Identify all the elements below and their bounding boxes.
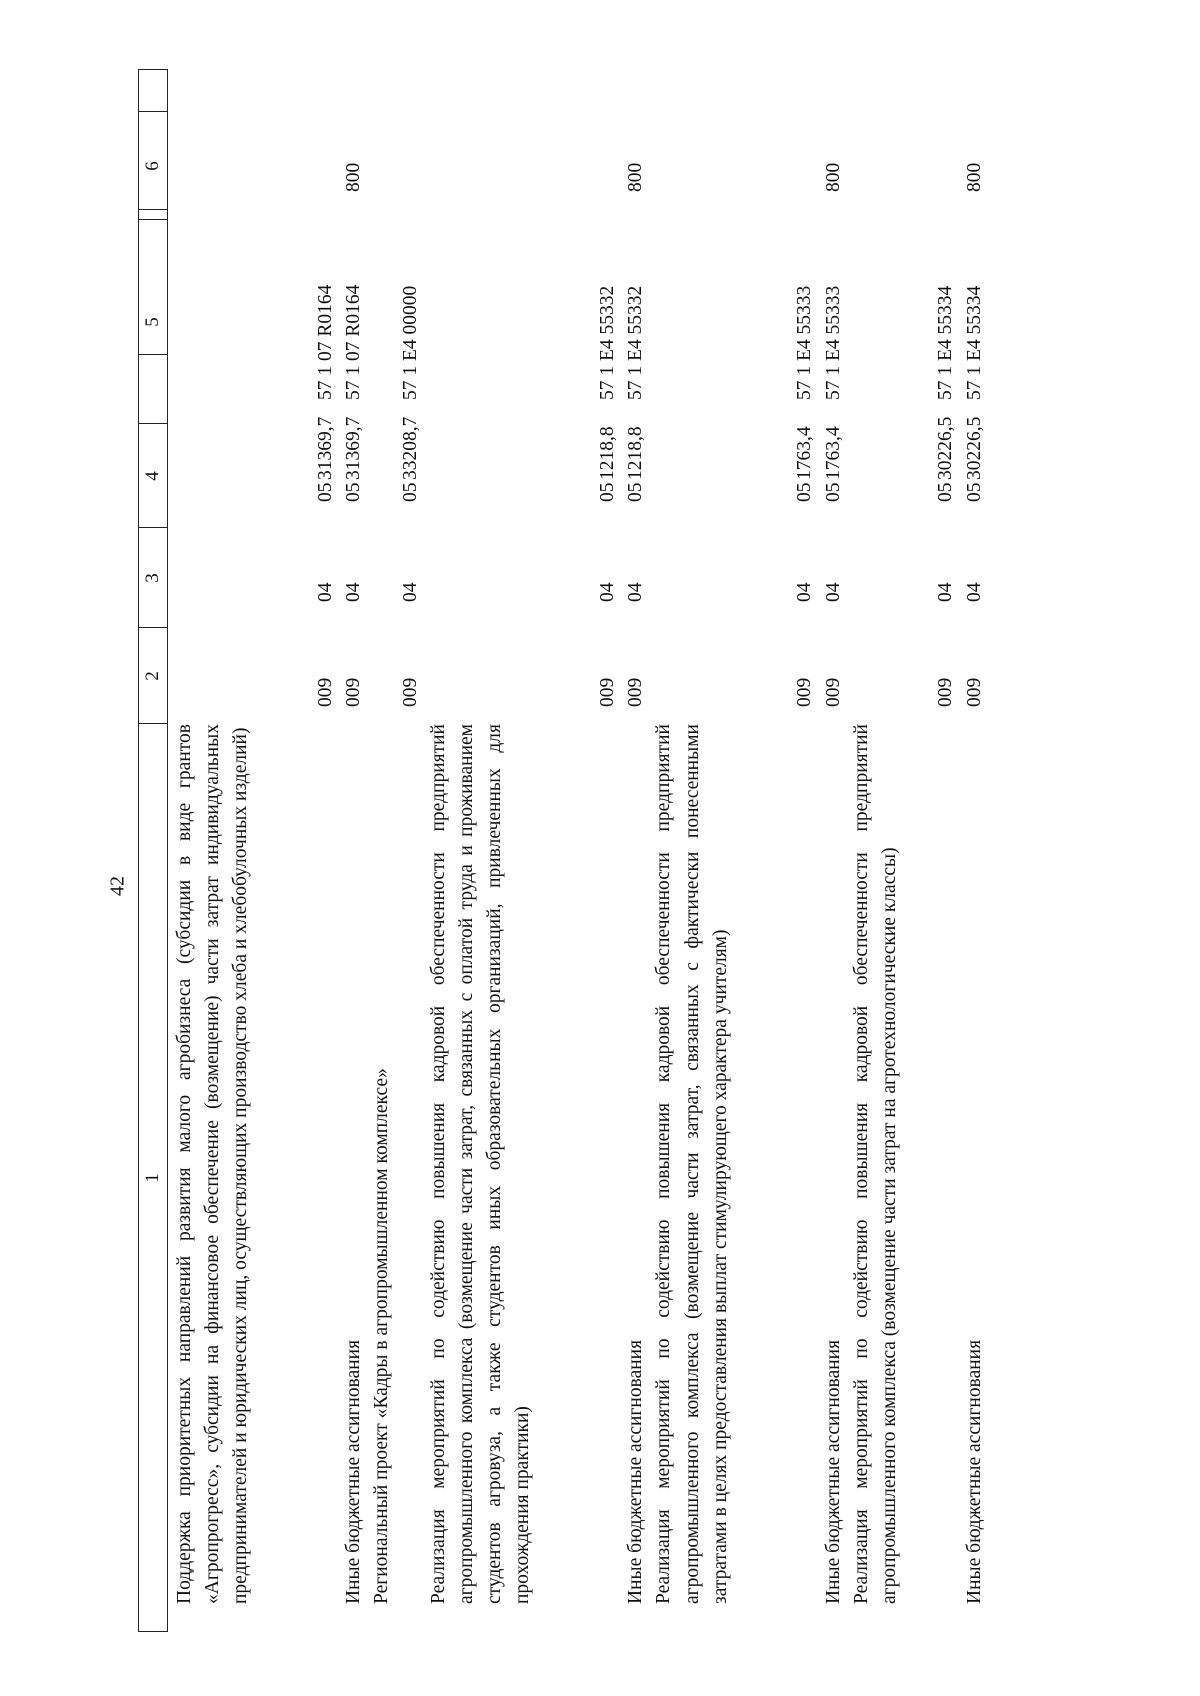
cell-vr: 800 xyxy=(625,162,647,192)
cell-grbs: 009 xyxy=(597,677,618,707)
cell-sum: 1763,4 xyxy=(794,426,816,480)
column-header: 4 xyxy=(142,471,163,481)
cell-rz: 04 xyxy=(822,582,844,602)
cell-grbs: 009 xyxy=(625,677,647,707)
cell-csr: 57 1 E4 55334 xyxy=(963,285,985,400)
row-name: Реализация мероприятий по содействию повышения кадровой обеспеченности предприятий агропромышленного комплекса (возмещение части затрат, связанных с фактически понесенными затратами в целях предоставления выплат стимулирующего характера учителям) xyxy=(653,724,731,1604)
cell-rz: 04 xyxy=(625,582,647,602)
cell-sum: 30226,5 xyxy=(963,416,985,480)
row-name: Поддержка приоритетных направлений развития малого агробизнеса (субсидии в виде грантов «Агропрогресс», субсидии на финансовое обеспечение (возмещение) части затрат индивидуальных предпринимателей и юридических лиц, осуществляющих производство хлеба и хлебобулочных изделий) xyxy=(174,724,252,1604)
column-header: 6 xyxy=(142,161,163,171)
column-header xyxy=(138,69,168,210)
cell-rz: 04 xyxy=(935,582,957,602)
row-name: Иные бюджетные ассигнования xyxy=(625,1339,647,1604)
column-header: 3 xyxy=(142,573,163,583)
row-name: Региональный проект «Кадры в агропромышленном комплексе» xyxy=(371,1068,393,1604)
cell-csr: 57 1 E4 55333 xyxy=(794,285,816,400)
cell-csr: 57 1 07 R0164 xyxy=(343,284,365,400)
cell-sum: 33208,7 xyxy=(399,416,421,480)
cell-sum: 1763,4 xyxy=(822,426,844,480)
cell-csr: 57 1 E4 00000 xyxy=(399,285,421,400)
cell-grbs: 009 xyxy=(963,677,985,707)
cell-rz: 04 xyxy=(343,582,365,602)
cell-csr: 57 1 E4 55332 xyxy=(597,285,618,400)
cell-vr: 800 xyxy=(343,162,365,192)
right-columns xyxy=(138,0,1000,500)
cell-pr: 05 xyxy=(794,482,816,502)
column-header: 1 xyxy=(142,1173,163,1183)
cell-sum: 31369,7 xyxy=(343,416,365,480)
row-name: Реализация мероприятий по содействию повышения кадровой обеспеченности предприятий агропромышленного комплекса (возмещение части затрат на агротехнологические классы) xyxy=(850,724,900,1604)
cell-pr: 05 xyxy=(963,482,985,502)
column-header: 2 xyxy=(142,671,163,681)
cell-vr: 800 xyxy=(822,162,844,192)
cell-grbs: 009 xyxy=(794,677,816,707)
cell-csr: 57 1 E4 55332 xyxy=(625,285,647,400)
cell-grbs: 009 xyxy=(822,677,844,707)
cell-sum: 30226,5 xyxy=(935,416,957,480)
row-name: Иные бюджетные ассигнования xyxy=(963,1339,985,1604)
cell-vr: 800 xyxy=(963,162,985,192)
cell-sum: 1218,8 xyxy=(625,426,647,480)
cell-pr: 05 xyxy=(343,482,365,502)
row-name: Реализация мероприятий по содействию повышения кадровой обеспеченности предприятий агропромышленного комплекса (возмещение части затрат, связанных с оплатой труда и проживанием студентов агровуза, а также студентов иных образовательных организаций, привлеченных для прохождения практики) xyxy=(427,724,534,1604)
cell-grbs: 009 xyxy=(315,677,336,707)
cell-pr: 05 xyxy=(935,482,957,502)
cell-csr: 57 1 E4 55334 xyxy=(935,285,957,400)
column-header xyxy=(138,355,168,500)
column-header xyxy=(138,210,168,355)
row-name: Иные бюджетные ассигнования xyxy=(343,1339,365,1604)
cell-grbs: 009 xyxy=(935,677,957,707)
cell-csr: 57 1 07 R0164 xyxy=(315,284,336,400)
cell-sum: 31369,7 xyxy=(315,416,336,480)
column-header: 5 xyxy=(142,317,163,327)
cell-rz: 04 xyxy=(794,582,816,602)
cell-rz: 04 xyxy=(597,582,618,602)
cell-grbs: 009 xyxy=(399,677,421,707)
cell-sum: 1218,8 xyxy=(597,426,618,480)
cell-rz: 04 xyxy=(399,582,421,602)
cell-pr: 05 xyxy=(597,482,618,502)
row-name: Иные бюджетные ассигнования xyxy=(822,1339,844,1604)
cell-pr: 05 xyxy=(399,482,421,502)
cell-pr: 05 xyxy=(315,482,336,502)
cell-rz: 04 xyxy=(963,582,985,602)
cell-pr: 05 xyxy=(822,482,844,502)
cell-rz: 04 xyxy=(315,582,336,602)
cell-pr: 05 xyxy=(625,482,647,502)
cell-grbs: 009 xyxy=(343,677,365,707)
cell-csr: 57 1 E4 55333 xyxy=(822,285,844,400)
